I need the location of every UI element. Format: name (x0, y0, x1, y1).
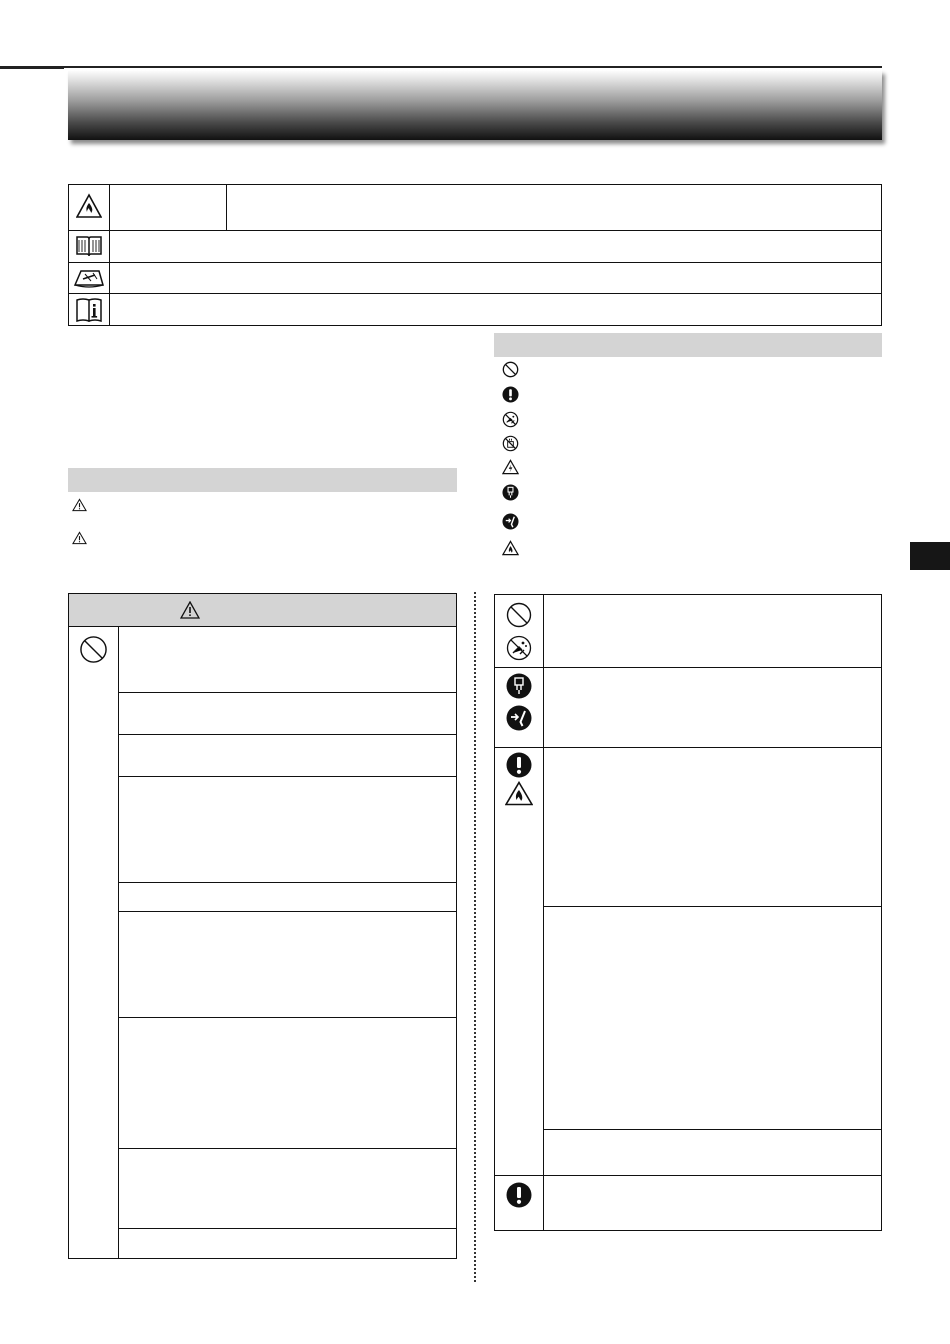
flammable-icon (505, 781, 533, 806)
symbol-legend-heading (494, 333, 882, 357)
prohibited-icon (502, 361, 519, 378)
header-rule (0, 66, 882, 68)
title-banner (68, 70, 882, 140)
warning-box-header (69, 594, 456, 627)
earth-ground-icon (506, 705, 532, 731)
unplug-icon (506, 673, 532, 699)
warning-box (68, 593, 457, 1259)
right-warning-box (494, 594, 882, 1231)
no-water-icon (502, 435, 519, 452)
caution-triangle-icon (72, 498, 87, 512)
caution-triangle-icon (72, 531, 87, 545)
signal-word-heading (68, 468, 457, 492)
prohibited-icon (79, 635, 108, 664)
earth-ground-icon (502, 513, 519, 530)
service-manual-icon (73, 265, 105, 291)
mandatory-icon (506, 1182, 532, 1208)
prohibited-icon (506, 602, 532, 628)
chapter-tab (910, 542, 950, 570)
flammable-warning-icon (76, 193, 102, 219)
no-wet-hands-icon (502, 411, 519, 428)
mandatory-icon (502, 386, 519, 403)
manual-symbol-table (68, 184, 882, 326)
no-wet-hands-icon (506, 635, 532, 661)
unplug-icon (502, 484, 519, 501)
electric-shock-icon (502, 459, 519, 475)
warning-triangle-icon (180, 601, 200, 619)
column-divider (474, 592, 476, 1282)
header-rule-left (0, 68, 64, 69)
information-manual-icon (75, 296, 103, 323)
mandatory-icon (506, 752, 532, 778)
operation-manual-icon (75, 234, 103, 258)
flammable-icon (502, 540, 519, 556)
